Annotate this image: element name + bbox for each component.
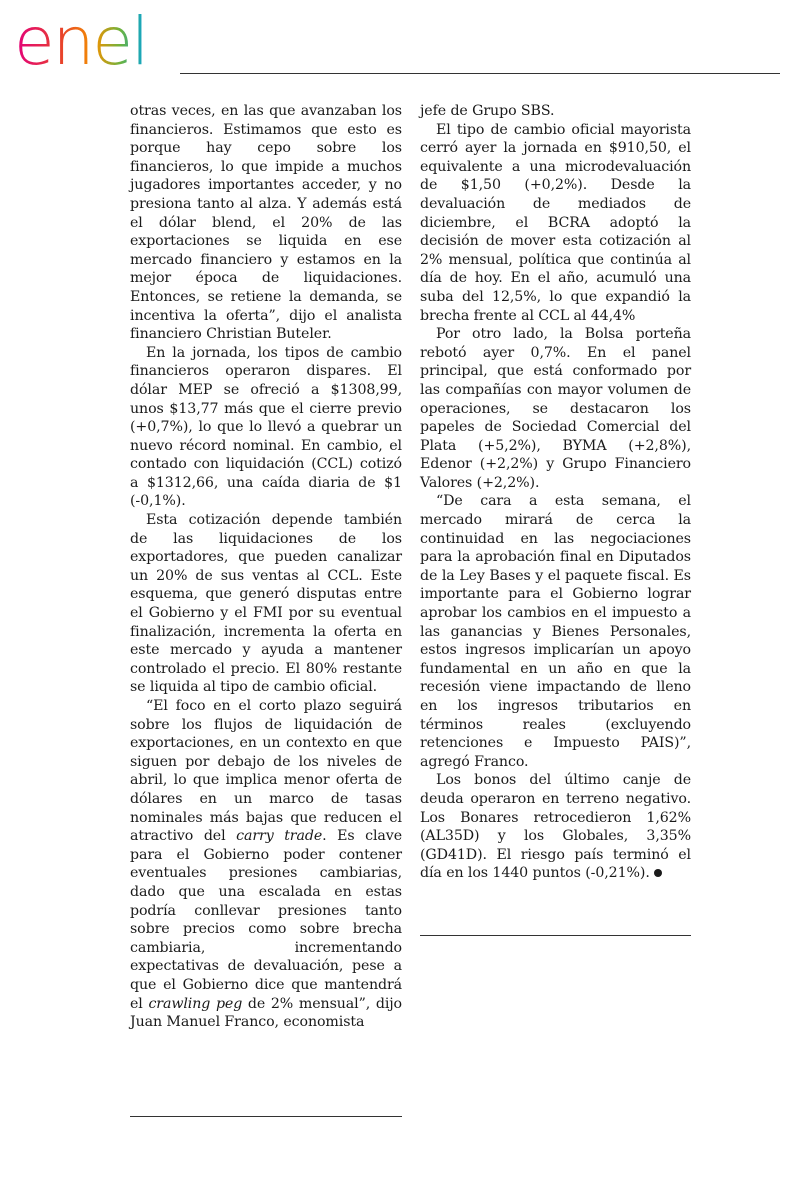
paragraph xyxy=(130,697,402,1032)
paragraph: jefe de Grupo SBS. xyxy=(420,103,555,119)
paragraph-text: . Es clave para el Gobierno poder contener eventuales presiones cambiarias, dado que una escalada en estas podría conllevar presiones tanto sobre precios como sobre brecha cambiaria, incrementando expectativas de devaluación, pese a que el Gobierno dice que mantendrá el xyxy=(130,828,402,1012)
column-end-rule-left xyxy=(130,1116,402,1117)
paragraph: En la jornada, los tipos de cambio financieros operaron dispares. El dólar MEP se ofreció a $1308,99, unos $13,77 más que el cierre previo (+0,7%), lo que lo llevó a quebrar un nuevo récord nominal. En cambio, el contado con liquidación (CCL) cotizó a $1312,66, una caída diaria de $1 (-0,1%). xyxy=(130,344,402,510)
paragraph: “De cara a esta semana, el mercado mirará de cerca la continuidad en las negociaciones para la aprobación final en Diputados de la Ley Bases y el paquete fiscal. Es importante para el Gobierno lograr aprobar los cambios en el impuesto a las ganancias y Bienes Personales, estos ingresos implicarían un apoyo fundamental en un año en que la recesión viene impactando de lleno en los ingresos tributarios en términos reales (excluyendo retenciones e Impuesto PAIS)”, agregó Franco. xyxy=(420,493,691,770)
paragraph-text: de 2% mensual”, dijo Juan Manuel Franco, economista xyxy=(130,995,402,1031)
paragraph xyxy=(420,771,691,883)
header-rule xyxy=(180,73,780,74)
enel-logo xyxy=(14,4,214,74)
article-column-left xyxy=(130,102,402,1032)
italic-term: crawling peg xyxy=(148,995,243,1012)
paragraph-text: “El foco en el corto plazo seguirá sobre los flujos de liquidación de exportaciones, en un contexto en que siguen por debajo de los niveles de abril, lo que implica menor oferta de dólares en un marco de tasas nominales más bajas que reducen el atractivo del xyxy=(130,698,402,845)
paragraph-text: Los bonos del último canje de deuda operaron en terreno negativo. Los Bonares retrocedieron 1,62% (AL35D) y los Globales, 3,35% (GD41D). El riesgo país terminó el día en los 1440 puntos (-0,21%). xyxy=(420,772,691,882)
paragraph: Por otro lado, la Bolsa porteña rebotó ayer 0,7%. En el panel principal, que está conformado por las compañías con mayor volumen de operaciones, se destacaron los papeles de Sociedad Comercial del Plata (+5,2%), BYMA (+2,8%), Edenor (+2,2%) y Grupo Financiero Valores (+2,2%). xyxy=(420,326,691,491)
page-header xyxy=(0,0,800,80)
article-column-right xyxy=(420,102,691,883)
paragraph: Esta cotización depende también de las liquidaciones de los exportadores, que pueden canalizar un 20% de sus ventas al CCL. Este esquema, que generó disputas entre el Gobierno y el FMI por su eventual finalización, incrementa la oferta en este mercado y ayuda a mantener controlado el precio. El 80% restante se liquida al tipo de cambio oficial. xyxy=(130,512,402,696)
italic-term: carry trade xyxy=(236,828,323,845)
column-end-rule-right xyxy=(420,935,691,936)
end-of-article-mark xyxy=(654,869,662,877)
logo-text: enel xyxy=(14,4,148,74)
paragraph: El tipo de cambio oficial mayorista cerró ayer la jornada en $910,50, el equivalente a una microdevaluación de $1,50 (+0,2%). Desde la devaluación de mediados de diciembre, el BCRA adoptó la decisión de mover esta cotización al 2% mensual, política que continúa al día de hoy. En el año, acumuló una suba del 12,5%, lo que expandió la brecha frente al CCL al 44,4% xyxy=(420,121,691,324)
paragraph: otras veces, en las que avanzaban los financieros. Estimamos que esto es porque hay cepo sobre los financieros, lo que impide a muchos jugadores importantes acceder, y no presiona tanto al alza. Y además está el dólar blend, el 20% de las exportaciones se liquida en ese mercado financiero y estamos en la mejor época de liquidaciones. Entonces, se retiene la demanda, se incentiva la oferta”, dijo el analista financiero Christian Buteler. xyxy=(130,103,402,343)
